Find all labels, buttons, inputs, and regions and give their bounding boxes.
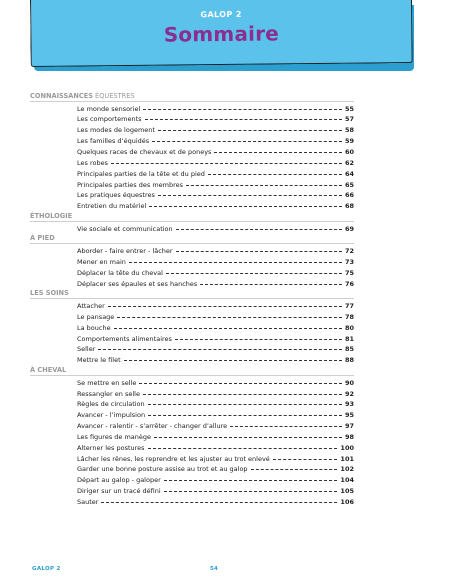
footer-label: GALOP 2	[32, 566, 61, 572]
toc-leader-dashes	[214, 152, 342, 153]
section-entries	[30, 104, 354, 212]
toc-entry[interactable]	[77, 497, 354, 508]
toc-entry-page: 101	[340, 454, 354, 463]
toc-leader-dashes	[98, 349, 342, 350]
toc-leader-dashes	[111, 163, 342, 164]
toc-entry-label: Les pratiques équestres	[77, 191, 155, 200]
toc-entry-label: Entretien du matériel	[77, 202, 147, 211]
toc-leader-dashes	[124, 360, 342, 361]
toc-leader-dashes	[166, 273, 342, 274]
toc-entry-page: 58	[344, 126, 354, 135]
toc-entry-page: 85	[344, 345, 354, 354]
toc-leader-dashes	[230, 426, 342, 427]
toc-entry[interactable]	[77, 104, 354, 115]
toc-entry[interactable]	[77, 378, 354, 389]
toc-entry-page: 55	[344, 104, 354, 113]
toc-entry-label: Principales parties de la tête et du pied	[77, 169, 205, 178]
toc-entry[interactable]	[77, 125, 354, 136]
footer-page-number: 54	[210, 566, 218, 572]
section-entries	[30, 224, 354, 235]
toc-leader-dashes	[176, 229, 342, 230]
toc-entry-label: Diriger sur un tracé défini	[77, 487, 161, 496]
toc-entry-page: 97	[344, 422, 354, 431]
toc-entry-label: Règles de circulation	[77, 400, 145, 409]
toc-entry[interactable]	[77, 443, 354, 454]
toc-entry-label: Déplacer ses épaules et ses hanches	[77, 279, 198, 288]
toc-entry-page: 93	[344, 400, 354, 409]
section-heading-bold: ÉTHOLOGIE	[30, 212, 73, 221]
toc-entry-label: Les modes de logement	[77, 126, 155, 135]
toc-entry-label: Sauter	[77, 497, 99, 506]
toc-entry[interactable]	[77, 410, 354, 421]
toc-entry-label: Ressangler en selle	[77, 389, 140, 398]
toc-entry-page: 106	[340, 497, 354, 506]
toc-entry[interactable]	[77, 323, 354, 334]
toc-entry[interactable]	[77, 224, 354, 235]
toc-entry-label: Quelques races de chevaux et de poneys	[77, 147, 212, 156]
toc-entry[interactable]	[77, 169, 354, 180]
toc-entry-page: 92	[344, 389, 354, 398]
toc-entry-label: Les familles d’équidés	[77, 137, 150, 146]
toc-entry-page: 76	[344, 279, 354, 288]
toc-entry-label: Lâcher les rênes, les reprendre et les ajuster au trot enlevé	[77, 454, 270, 463]
toc-entry[interactable]	[77, 486, 354, 497]
toc-leader-dashes	[149, 206, 342, 207]
toc-entry-page: 102	[340, 465, 354, 474]
toc-entry-page: 81	[344, 334, 354, 343]
toc-entry-label: Les figures de manège	[77, 432, 152, 441]
toc-leader-dashes	[251, 469, 338, 470]
toc-entry-label: Vie sociale et communication	[77, 224, 173, 233]
toc-leader-dashes	[148, 404, 342, 405]
toc-entry[interactable]	[77, 464, 354, 475]
toc-entry-page: 72	[344, 247, 354, 256]
toc-entry[interactable]	[77, 279, 354, 290]
toc-entry-label: Déplacer la tête du cheval	[77, 268, 163, 277]
toc-leader-dashes	[200, 284, 342, 285]
toc-entry-page: 100	[340, 443, 354, 452]
toc-entry[interactable]	[77, 334, 354, 345]
toc-entry-label: Les comportements	[77, 115, 142, 124]
toc-leader-dashes	[148, 415, 342, 416]
toc-leader-dashes	[117, 317, 342, 318]
toc-entry-label: Comportements alimentaires	[77, 334, 172, 343]
toc-entry-page: 66	[344, 191, 354, 200]
toc-entry[interactable]	[77, 201, 354, 212]
section-heading-bold: LES SOINS	[30, 289, 69, 298]
toc-leader-dashes	[148, 448, 338, 449]
toc-entry-page: 105	[340, 487, 354, 496]
section-heading	[30, 92, 354, 102]
toc-leader-dashes	[186, 185, 342, 186]
toc-entry-page: 68	[344, 202, 354, 211]
toc-leader-dashes	[108, 306, 342, 307]
toc-entry[interactable]	[77, 158, 354, 169]
toc-entry-label: Seller	[77, 345, 96, 354]
toc-entry[interactable]	[77, 475, 354, 486]
banner-subtitle: GALOP 2	[200, 9, 242, 20]
toc-leader-dashes	[176, 251, 342, 252]
toc-entry[interactable]	[77, 147, 354, 158]
toc-entry-page: 60	[344, 147, 354, 156]
toc-entry-label: Mener en main	[77, 257, 126, 266]
toc-entry-page: 104	[340, 476, 354, 485]
section-heading	[30, 234, 354, 244]
toc-entry-label: Attacher	[77, 302, 105, 311]
section-entries	[30, 301, 354, 366]
toc-entry[interactable]	[77, 432, 354, 443]
table-of-contents	[30, 92, 354, 508]
toc-entry-page: 64	[344, 169, 354, 178]
toc-leader-dashes	[164, 480, 338, 481]
section-entries	[30, 378, 354, 508]
section-heading	[30, 366, 354, 376]
toc-entry-page: 95	[344, 411, 354, 420]
toc-entry-label: Mettre le filet	[77, 356, 121, 365]
toc-leader-dashes	[208, 174, 342, 175]
toc-leader-dashes	[139, 383, 342, 384]
toc-entry-page: 90	[344, 378, 354, 387]
toc-entry[interactable]	[77, 454, 354, 465]
toc-leader-dashes	[114, 328, 342, 329]
toc-entry-label: Départ au galop - galoper	[77, 476, 161, 485]
toc-entry-page: 77	[344, 302, 354, 311]
header-banner	[30, 0, 416, 74]
toc-leader-dashes	[154, 437, 342, 438]
toc-entry[interactable]	[77, 246, 354, 257]
toc-entry[interactable]	[77, 312, 354, 323]
section-heading-light: ÉQUESTRES	[92, 92, 135, 100]
toc-entry-page: 98	[344, 432, 354, 441]
section-heading-bold: À PIED	[30, 234, 55, 243]
toc-entry[interactable]	[77, 268, 354, 279]
toc-leader-dashes	[129, 262, 342, 263]
toc-leader-dashes	[152, 141, 342, 142]
toc-entry-page: 88	[344, 356, 354, 365]
toc-entry-label: Alterner les postures	[77, 443, 145, 452]
banner-panel	[30, 0, 413, 67]
toc-entry[interactable]	[77, 190, 354, 201]
toc-entry-page: 69	[344, 224, 354, 233]
toc-entry[interactable]	[77, 301, 354, 312]
toc-entry-label: Le monde sensoriel	[77, 104, 141, 113]
section-heading-bold: À CHEVAL	[30, 366, 67, 375]
toc-entry-label: Se mettre en selle	[77, 378, 137, 387]
toc-entry[interactable]	[77, 136, 354, 147]
toc-entry-label: Aborder - faire entrer - lâcher	[77, 247, 173, 256]
toc-leader-dashes	[143, 109, 342, 110]
toc-entry-page: 65	[344, 180, 354, 189]
toc-entry-label: La bouche	[77, 323, 111, 332]
toc-leader-dashes	[175, 339, 342, 340]
toc-entry[interactable]	[77, 180, 354, 191]
toc-entry-page: 57	[344, 115, 354, 124]
toc-entry-label: Garder une bonne posture assise au trot et au galop	[77, 465, 248, 474]
section-entries	[30, 246, 354, 289]
toc-entry-label: Les robes	[77, 158, 108, 167]
toc-leader-dashes	[143, 394, 342, 395]
toc-leader-dashes	[164, 491, 338, 492]
toc-entry-page: 73	[344, 257, 354, 266]
section-heading	[30, 289, 354, 299]
toc-entry-page: 75	[344, 268, 354, 277]
toc-entry-page: 59	[344, 137, 354, 146]
toc-leader-dashes	[101, 502, 337, 503]
toc-entry[interactable]	[77, 355, 354, 366]
toc-entry-label: Avancer - ralentir - s’arrêter - changer d’allure	[77, 422, 228, 431]
toc-entry-page: 78	[344, 312, 354, 321]
section-heading-bold: CONNAISSANCES	[30, 92, 93, 100]
toc-entry-page: 80	[344, 323, 354, 332]
toc-leader-dashes	[158, 130, 342, 131]
toc-entry-page: 62	[344, 158, 354, 167]
toc-entry[interactable]	[77, 399, 354, 410]
toc-entry-label: Le pansage	[77, 312, 115, 321]
toc-entry[interactable]	[77, 114, 354, 125]
section-heading	[30, 212, 354, 222]
toc-entry[interactable]	[77, 389, 354, 400]
toc-entry[interactable]	[77, 344, 354, 355]
toc-leader-dashes	[145, 119, 342, 120]
toc-leader-dashes	[273, 459, 338, 460]
toc-entry[interactable]	[77, 257, 354, 268]
toc-entry[interactable]	[77, 421, 354, 432]
toc-leader-dashes	[158, 195, 342, 196]
page-title: Sommaire	[163, 21, 280, 47]
toc-entry-label: Principales parties des membres	[77, 180, 184, 189]
toc-entry-label: Avancer - l’impulsion	[77, 411, 146, 420]
